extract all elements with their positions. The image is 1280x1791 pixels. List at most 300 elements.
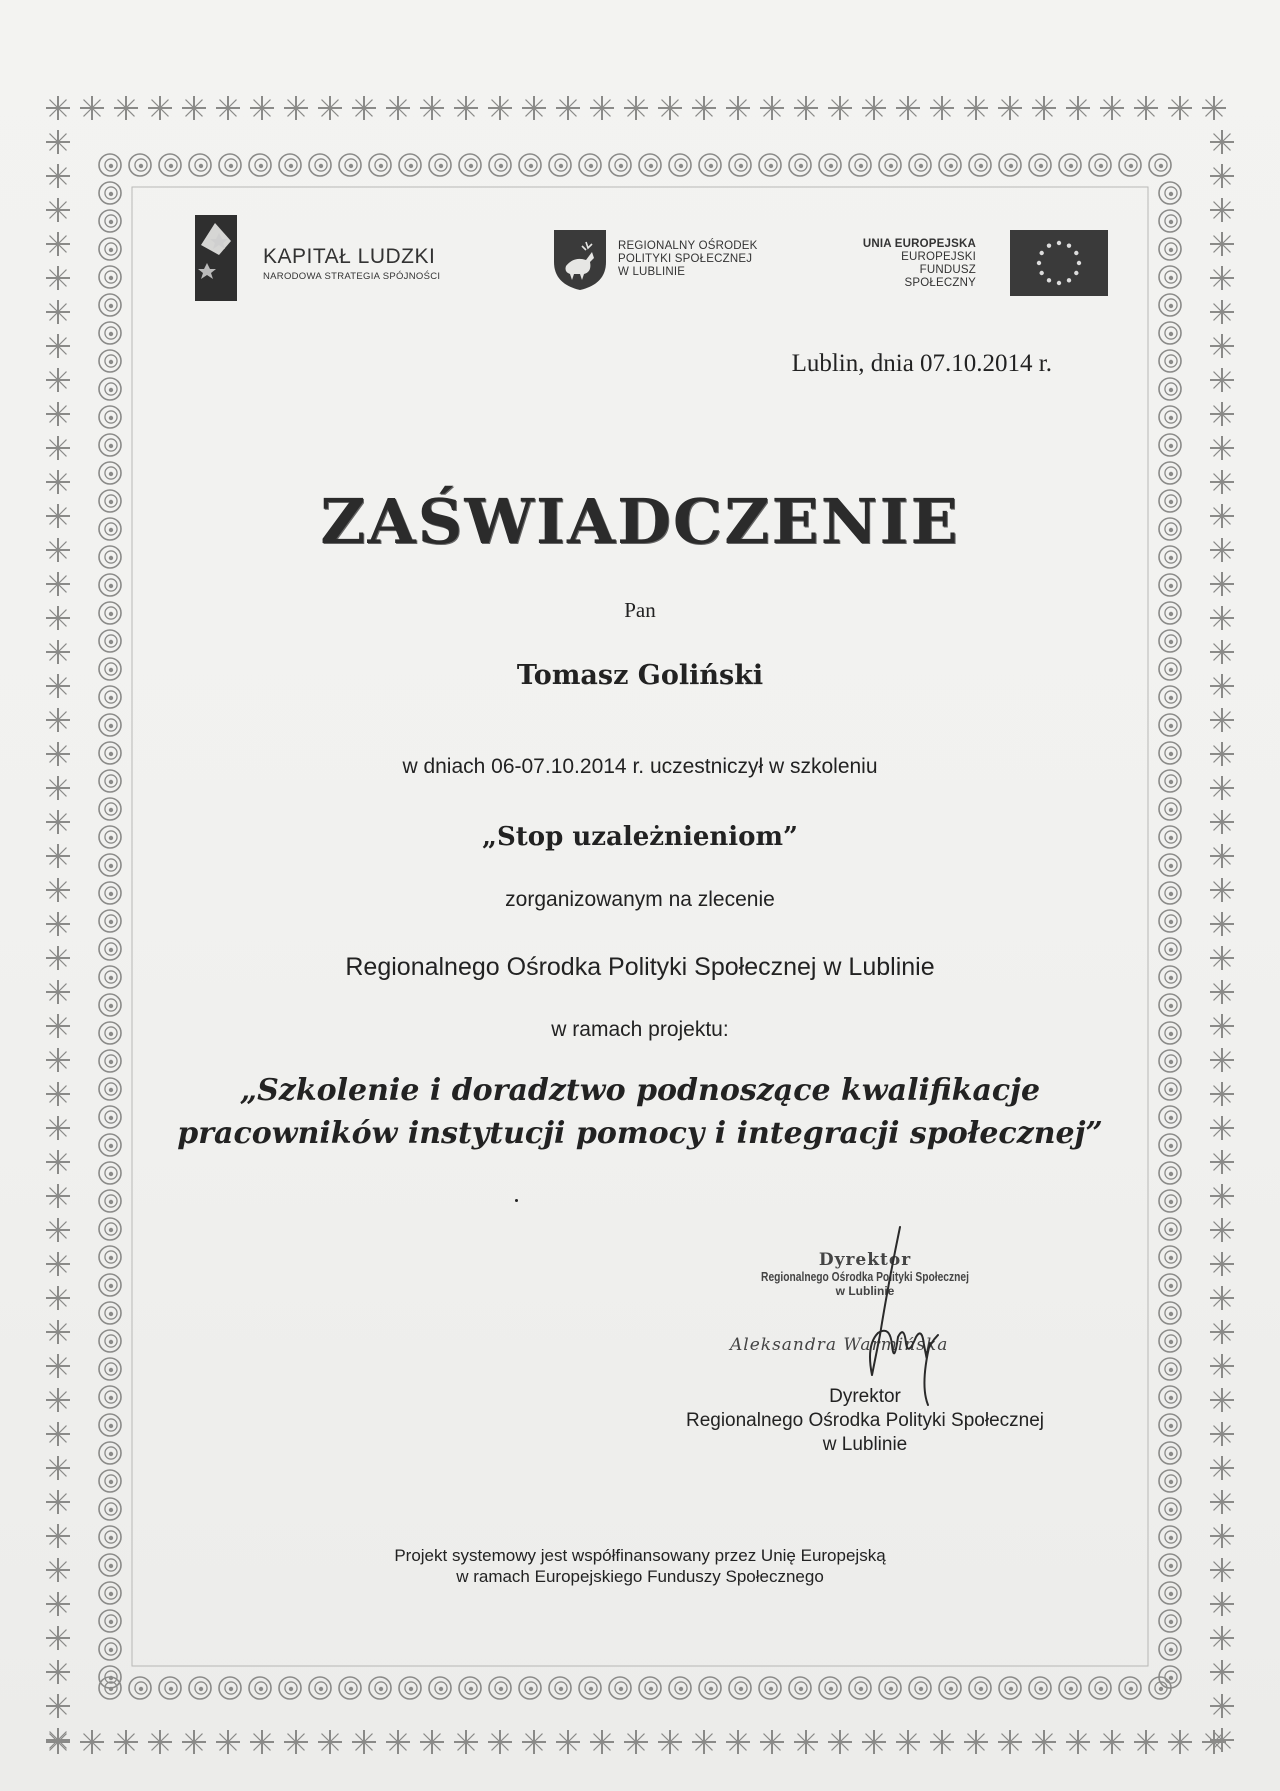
- border-star-ornament: [624, 96, 648, 120]
- border-swirl-ornament: [639, 1677, 661, 1699]
- border-star-ornament: [46, 1388, 70, 1412]
- border-swirl-ornament: [189, 1677, 211, 1699]
- signer-block: [640, 1385, 1090, 1457]
- border-swirl-ornament: [1159, 1162, 1181, 1184]
- eu-star-icon: [1039, 271, 1043, 275]
- border-star-ornament: [1134, 1730, 1158, 1754]
- border-swirl-ornament: [339, 154, 361, 176]
- lublin-coat-of-arms-icon: [552, 228, 608, 292]
- border-star-ornament: [1210, 266, 1234, 290]
- border-swirl-ornament: [429, 154, 451, 176]
- border-swirl-ornament: [759, 1677, 781, 1699]
- border-star-ornament: [1210, 130, 1234, 154]
- border-swirl-ornament: [99, 1190, 121, 1212]
- border-star-ornament: [1210, 708, 1234, 732]
- border-swirl-ornament: [99, 1414, 121, 1436]
- border-star-ornament: [522, 1730, 546, 1754]
- border-star-ornament: [1210, 1048, 1234, 1072]
- border-star-ornament: [46, 1456, 70, 1480]
- border-swirl-ornament: [99, 994, 121, 1016]
- border-star-ornament: [658, 96, 682, 120]
- border-swirl-ornament: [999, 1677, 1021, 1699]
- signer-line: Regionalnego Ośrodka Polityki Społecznej: [685, 1410, 1045, 1431]
- border-star-ornament: [386, 96, 410, 120]
- border-star-ornament: [1210, 1694, 1234, 1718]
- border-swirl-ornament: [1159, 1386, 1181, 1408]
- border-star-ornament: [46, 708, 70, 732]
- training-name: „Stop uzależnieniom”: [482, 822, 798, 852]
- border-swirl-ornament: [99, 910, 121, 932]
- border-swirl-ornament: [819, 1677, 841, 1699]
- border-star-ornament: [46, 198, 70, 222]
- border-swirl-ornament: [99, 434, 121, 456]
- border-star-ornament: [1210, 1728, 1234, 1752]
- eu-star-icon: [1037, 261, 1041, 265]
- border-swirl-ornament: [99, 1666, 121, 1688]
- border-swirl-ornament: [1159, 406, 1181, 428]
- border-star-ornament: [284, 1730, 308, 1754]
- stamp-role: Dyrektor: [818, 1250, 912, 1270]
- border-star-ornament: [46, 1218, 70, 1242]
- border-star-ornament: [1210, 1286, 1234, 1310]
- eu-star-icon: [1074, 271, 1078, 275]
- border-swirl-ornament: [99, 210, 121, 232]
- eu-star-icon: [1067, 243, 1071, 247]
- border-star-ornament: [46, 1626, 70, 1650]
- project-title-line: „Szkolenie i doradztwo podnoszące kwalifikacje: [239, 1073, 1041, 1108]
- border-swirl-ornament: [1159, 1498, 1181, 1520]
- border-swirl-ornament: [129, 154, 151, 176]
- border-swirl-ornament: [1159, 994, 1181, 1016]
- border-swirl-ornament: [399, 1677, 421, 1699]
- border-swirl-ornament: [1059, 154, 1081, 176]
- border-swirl-ornament: [99, 854, 121, 876]
- border-star-ornament: [46, 1048, 70, 1072]
- border-swirl-ornament: [849, 1677, 871, 1699]
- border-swirl-ornament: [99, 798, 121, 820]
- border-star-ornament: [726, 1730, 750, 1754]
- border-star-ornament: [46, 130, 70, 154]
- border-swirl-ornament: [99, 294, 121, 316]
- eu-star-icon: [1047, 243, 1051, 247]
- border-swirl-ornament: [1159, 294, 1181, 316]
- border-swirl-ornament: [609, 1677, 631, 1699]
- border-star-ornament: [46, 1184, 70, 1208]
- border-swirl-ornament: [999, 154, 1021, 176]
- border-swirl-ornament: [489, 154, 511, 176]
- border-star-ornament: [1202, 96, 1226, 120]
- border-star-ornament: [46, 1422, 70, 1446]
- border-swirl-ornament: [99, 238, 121, 260]
- border-swirl-ornament: [429, 1677, 451, 1699]
- ink-dot: [515, 1199, 518, 1202]
- border-star-ornament: [896, 1730, 920, 1754]
- border-star-ornament: [420, 96, 444, 120]
- border-star-ornament: [80, 96, 104, 120]
- border-star-ornament: [862, 96, 886, 120]
- border-star-ornament: [964, 1730, 988, 1754]
- border-star-ornament: [216, 96, 240, 120]
- border-star-ornament: [46, 368, 70, 392]
- border-star-ornament: [862, 1730, 886, 1754]
- border-swirl-ornament: [99, 266, 121, 288]
- eu-logo: [858, 228, 1108, 298]
- border-swirl-ornament: [459, 1677, 481, 1699]
- border-star-ornament: [1210, 980, 1234, 1004]
- border-swirl-ornament: [1089, 1677, 1111, 1699]
- rops-logo-line: REGIONALNY OŚRODEK: [618, 240, 758, 252]
- border-star-ornament: [46, 776, 70, 800]
- border-star-ornament: [46, 334, 70, 358]
- border-star-ornament: [964, 96, 988, 120]
- border-swirl-ornament: [99, 378, 121, 400]
- border-star-ornament: [454, 1730, 478, 1754]
- kapital-ludzki-emblem-icon: [195, 215, 237, 301]
- border-star-ornament: [1210, 1422, 1234, 1446]
- border-swirl-ornament: [99, 1470, 121, 1492]
- border-star-ornament: [1210, 1218, 1234, 1242]
- border-swirl-ornament: [99, 1442, 121, 1464]
- border-swirl-ornament: [369, 1677, 391, 1699]
- border-swirl-ornament: [1159, 210, 1181, 232]
- border-star-ornament: [1210, 1388, 1234, 1412]
- border-star-ornament: [1210, 1592, 1234, 1616]
- border-star-ornament: [46, 266, 70, 290]
- border-swirl-ornament: [1159, 574, 1181, 596]
- border-swirl-ornament: [1159, 1470, 1181, 1492]
- border-swirl-ornament: [1159, 462, 1181, 484]
- border-star-ornament: [1210, 368, 1234, 392]
- border-swirl-ornament: [1089, 154, 1111, 176]
- border-swirl-ornament: [1159, 1302, 1181, 1324]
- border-swirl-ornament: [99, 1610, 121, 1632]
- border-swirl-ornament: [249, 154, 271, 176]
- border-swirl-ornament: [789, 1677, 811, 1699]
- border-star-ornament: [182, 96, 206, 120]
- border-swirl-ornament: [99, 350, 121, 372]
- border-star-ornament: [318, 1730, 342, 1754]
- border-star-ornament: [46, 402, 70, 426]
- border-star-ornament: [46, 912, 70, 936]
- border-star-ornament: [658, 1730, 682, 1754]
- border-star-ornament: [46, 1150, 70, 1174]
- border-star-ornament: [1210, 164, 1234, 188]
- border-swirl-ornament: [309, 1677, 331, 1699]
- border-swirl-ornament: [1159, 854, 1181, 876]
- border-swirl-ornament: [1159, 1330, 1181, 1352]
- border-star-ornament: [1210, 572, 1234, 596]
- footer-line: Projekt systemowy jest współfinansowany przez Unię Europejską: [394, 1546, 886, 1565]
- border-swirl-ornament: [1159, 434, 1181, 456]
- border-swirl-ornament: [279, 1677, 301, 1699]
- eu-star-icon: [1074, 251, 1078, 255]
- border-star-ornament: [1210, 912, 1234, 936]
- border-star-ornament: [1066, 1730, 1090, 1754]
- border-swirl-ornament: [1029, 154, 1051, 176]
- border-swirl-ornament: [819, 154, 841, 176]
- border-swirl-ornament: [99, 1162, 121, 1184]
- border-star-ornament: [148, 96, 172, 120]
- border-star-ornament: [284, 96, 308, 120]
- place-date: Lublin, dnia 07.10.2014 r.: [791, 350, 1052, 377]
- border-swirl-ornament: [99, 1498, 121, 1520]
- border-star-ornament: [488, 1730, 512, 1754]
- border-swirl-ornament: [939, 1677, 961, 1699]
- border-swirl-ornament: [969, 1677, 991, 1699]
- border-swirl-ornament: [99, 1050, 121, 1072]
- border-star-ornament: [1100, 96, 1124, 120]
- border-swirl-ornament: [1159, 798, 1181, 820]
- border-star-ornament: [488, 96, 512, 120]
- border-star-ornament: [46, 1320, 70, 1344]
- border-star-ornament: [896, 96, 920, 120]
- border-star-ornament: [1032, 96, 1056, 120]
- border-star-ornament: [46, 1286, 70, 1310]
- border-swirl-ornament: [99, 322, 121, 344]
- border-swirl-ornament: [99, 406, 121, 428]
- rops-logo-line: W LUBLINIE: [618, 266, 686, 278]
- border-swirl-ornament: [99, 1330, 121, 1352]
- border-star-ornament: [454, 96, 478, 120]
- border-swirl-ornament: [369, 154, 391, 176]
- border-swirl-ornament: [1159, 1638, 1181, 1660]
- border-star-ornament: [46, 300, 70, 324]
- border-swirl-ornament: [1159, 630, 1181, 652]
- border-swirl-ornament: [99, 1218, 121, 1240]
- border-star-ornament: [1210, 198, 1234, 222]
- border-swirl-ornament: [759, 154, 781, 176]
- border-swirl-ornament: [129, 1677, 151, 1699]
- border-swirl-ornament: [1119, 1677, 1141, 1699]
- border-swirl-ornament: [1159, 1274, 1181, 1296]
- border-star-ornament: [828, 96, 852, 120]
- border-star-ornament: [46, 1354, 70, 1378]
- border-star-ornament: [1210, 300, 1234, 324]
- border-star-ornament: [930, 1730, 954, 1754]
- border-swirl-ornament: [1119, 154, 1141, 176]
- border-star-ornament: [114, 1730, 138, 1754]
- border-swirl-ornament: [99, 1358, 121, 1380]
- border-star-ornament: [794, 96, 818, 120]
- project-intro: w ramach projektu:: [551, 1018, 729, 1041]
- border-swirl-ornament: [1159, 322, 1181, 344]
- border-star-ornament: [624, 1730, 648, 1754]
- border-star-ornament: [114, 96, 138, 120]
- border-swirl-ornament: [249, 1677, 271, 1699]
- border-star-ornament: [1210, 1354, 1234, 1378]
- stamp-signatory: Aleksandra Warmińska: [730, 1335, 949, 1355]
- border-star-ornament: [760, 1730, 784, 1754]
- border-swirl-ornament: [699, 1677, 721, 1699]
- border-swirl-ornament: [879, 154, 901, 176]
- border-swirl-ornament: [99, 574, 121, 596]
- rops-logo: [552, 228, 792, 298]
- border-star-ornament: [692, 1730, 716, 1754]
- border-swirl-ornament: [729, 1677, 751, 1699]
- border-star-ornament: [522, 96, 546, 120]
- kapital-ludzki-title: KAPITAŁ LUDZKI: [263, 245, 436, 268]
- border-swirl-ornament: [639, 154, 661, 176]
- border-star-ornament: [1032, 1730, 1056, 1754]
- border-swirl-ornament: [159, 154, 181, 176]
- border-star-ornament: [80, 1730, 104, 1754]
- border-swirl-ornament: [99, 1638, 121, 1660]
- rops-logo-line: POLITYKI SPOŁECZNEJ: [618, 253, 753, 265]
- border-swirl-ornament: [99, 1302, 121, 1324]
- border-star-ornament: [1210, 402, 1234, 426]
- signer-line: w Lublinie: [822, 1434, 908, 1455]
- border-swirl-ornament: [1159, 1218, 1181, 1240]
- border-star-ornament: [1100, 1730, 1124, 1754]
- border-star-ornament: [1210, 1320, 1234, 1344]
- border-star-ornament: [216, 1730, 240, 1754]
- eu-logo-text: [858, 238, 976, 290]
- border-star-ornament: [692, 96, 716, 120]
- eu-star-icon: [1057, 241, 1061, 245]
- stamp-city: w Lublinie: [835, 1284, 895, 1298]
- border-swirl-ornament: [1159, 1246, 1181, 1268]
- border-swirl-ornament: [1159, 1414, 1181, 1436]
- border-star-ornament: [1066, 96, 1090, 120]
- border-star-ornament: [250, 96, 274, 120]
- eu-flag-icon: [1010, 230, 1108, 296]
- border-swirl-ornament: [669, 1677, 691, 1699]
- border-swirl-ornament: [519, 154, 541, 176]
- border-swirl-ornament: [1029, 1677, 1051, 1699]
- border-star-ornament: [828, 1730, 852, 1754]
- border-swirl-ornament: [219, 154, 241, 176]
- border-star-ornament: [352, 1730, 376, 1754]
- footer-line: w ramach Europejskiego Funduszy Społecznego: [456, 1567, 824, 1586]
- border-swirl-ornament: [729, 154, 751, 176]
- border-swirl-ornament: [489, 1677, 511, 1699]
- border-star-ornament: [1168, 96, 1192, 120]
- border-star-ornament: [590, 1730, 614, 1754]
- border-star-ornament: [318, 96, 342, 120]
- border-star-ornament: [420, 1730, 444, 1754]
- border-swirl-ornament: [549, 1677, 571, 1699]
- eu-star-icon: [1057, 281, 1061, 285]
- border-swirl-ornament: [1149, 154, 1171, 176]
- border-star-ornament: [1210, 1626, 1234, 1650]
- border-swirl-ornament: [969, 154, 991, 176]
- eu-star-icon: [1077, 261, 1081, 265]
- border-swirl-ornament: [309, 154, 331, 176]
- eu-star-icon: [1047, 278, 1051, 282]
- border-swirl-ornament: [909, 154, 931, 176]
- border-star-ornament: [998, 96, 1022, 120]
- border-star-ornament: [46, 1592, 70, 1616]
- person-name: Tomasz Goliński: [516, 660, 764, 691]
- border-swirl-ornament: [339, 1677, 361, 1699]
- border-swirl-ornament: [1159, 266, 1181, 288]
- border-star-ornament: [556, 1730, 580, 1754]
- border-star-ornament: [760, 96, 784, 120]
- border-swirl-ornament: [1159, 238, 1181, 260]
- border-star-ornament: [46, 436, 70, 460]
- stamp-org: Regionalnego Ośrodka Polityki Społecznej: [761, 1270, 969, 1284]
- border-swirl-ornament: [399, 154, 421, 176]
- border-star-ornament: [1210, 1184, 1234, 1208]
- border-swirl-ornament: [99, 462, 121, 484]
- border-swirl-ornament: [1159, 1190, 1181, 1212]
- kapital-ludzki-subtitle: NARODOWA STRATEGIA SPÓJNOŚCI: [263, 271, 441, 282]
- border-star-ornament: [386, 1730, 410, 1754]
- border-star-ornament: [1168, 1730, 1192, 1754]
- border-star-ornament: [1134, 96, 1158, 120]
- border-star-ornament: [1210, 1660, 1234, 1684]
- border-swirl-ornament: [1159, 378, 1181, 400]
- border-swirl-ornament: [1059, 1677, 1081, 1699]
- border-swirl-ornament: [99, 182, 121, 204]
- border-swirl-ornament: [99, 714, 121, 736]
- kapital-ludzki-logo: [195, 215, 465, 305]
- institution-text: Regionalnego Ośrodka Polityki Społecznej w Lublinie: [345, 953, 935, 981]
- border-star-ornament: [1210, 1456, 1234, 1480]
- salutation: Pan: [624, 598, 656, 622]
- eu-logo-line: EUROPEJSKI: [901, 251, 976, 263]
- border-star-ornament: [46, 164, 70, 188]
- border-swirl-ornament: [99, 154, 121, 176]
- border-star-ornament: [46, 1660, 70, 1684]
- border-swirl-ornament: [1159, 1610, 1181, 1632]
- border-star-ornament: [1210, 334, 1234, 358]
- border-star-ornament: [1210, 1252, 1234, 1276]
- border-star-ornament: [46, 1694, 70, 1718]
- participation-text: w dniach 06-07.10.2014 r. uczestniczył w szkoleniu: [402, 755, 878, 778]
- border-star-ornament: [998, 1730, 1022, 1754]
- footer-note: [0, 1545, 1280, 1587]
- border-swirl-ornament: [1159, 910, 1181, 932]
- border-star-ornament: [46, 1490, 70, 1514]
- border-star-ornament: [590, 96, 614, 120]
- project-title-line: pracowników instytucji pomocy i integracji społecznej”: [177, 1116, 1103, 1151]
- border-swirl-ornament: [1159, 714, 1181, 736]
- border-swirl-ornament: [1159, 350, 1181, 372]
- border-star-ornament: [794, 1730, 818, 1754]
- border-swirl-ornament: [879, 1677, 901, 1699]
- border-star-ornament: [46, 1252, 70, 1276]
- border-swirl-ornament: [279, 154, 301, 176]
- border-swirl-ornament: [609, 154, 631, 176]
- border-swirl-ornament: [99, 630, 121, 652]
- border-star-ornament: [1210, 1490, 1234, 1514]
- border-swirl-ornament: [549, 154, 571, 176]
- eu-star-icon: [1039, 251, 1043, 255]
- border-star-ornament: [930, 96, 954, 120]
- border-star-ornament: [46, 232, 70, 256]
- border-swirl-ornament: [189, 154, 211, 176]
- border-star-ornament: [726, 96, 750, 120]
- border-swirl-ornament: [699, 154, 721, 176]
- border-swirl-ornament: [99, 1386, 121, 1408]
- border-star-ornament: [46, 980, 70, 1004]
- eu-logo-line: UNIA EUROPEJSKA: [862, 238, 976, 250]
- border-swirl-ornament: [849, 154, 871, 176]
- border-star-ornament: [182, 1730, 206, 1754]
- border-star-ornament: [1210, 776, 1234, 800]
- border-star-ornament: [352, 96, 376, 120]
- rops-logo-text: [618, 240, 758, 279]
- border-swirl-ornament: [669, 154, 691, 176]
- border-star-ornament: [250, 1730, 274, 1754]
- border-star-ornament: [1210, 232, 1234, 256]
- eu-logo-line: FUNDUSZ SPOŁECZNY: [904, 264, 976, 289]
- border-swirl-ornament: [1159, 1442, 1181, 1464]
- border-swirl-ornament: [219, 1677, 241, 1699]
- border-star-ornament: [1210, 1150, 1234, 1174]
- border-star-ornament: [556, 96, 580, 120]
